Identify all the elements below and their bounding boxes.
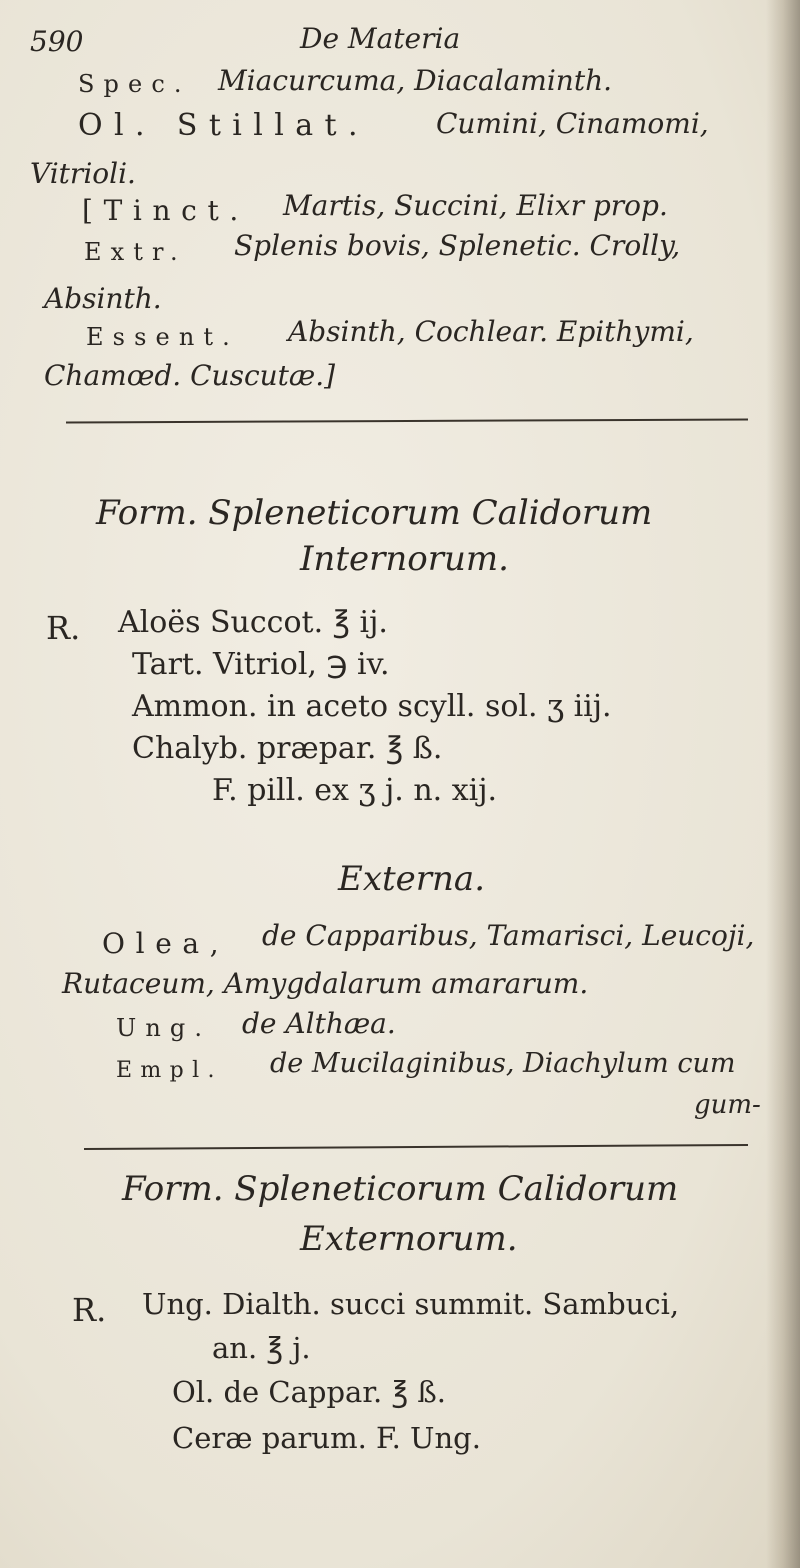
- tinct-label: [Tinct.: [82, 194, 249, 227]
- ol-stillat-label: Ol. Stillat.: [78, 108, 369, 143]
- ung-text: de Althæa.: [242, 1007, 396, 1040]
- spec-text: Miacurcuma, Diacalaminth.: [218, 64, 613, 97]
- recipe-line: Chalyb. præpar. ℥ ß.: [132, 731, 443, 766]
- empl-label: Empl.: [116, 1058, 223, 1083]
- recipe-line: Tart. Vitriol, ℈ iv.: [132, 647, 390, 682]
- tinct-text: Martis, Succini, Elixr prop.: [283, 189, 668, 222]
- recipe-line: F. pill. ex ʒ j. n. xij.: [212, 773, 498, 808]
- spec-label: Spec.: [78, 70, 191, 98]
- form-heading-line2: Externorum.: [300, 1219, 518, 1259]
- essent-text: Absinth, Cochlear. Epithymi,: [288, 315, 694, 348]
- recipe-line: an. ℥ j.: [212, 1331, 311, 1365]
- section-divider-2: [84, 1144, 748, 1150]
- ol-stillat-continuation: Vitrioli.: [30, 157, 136, 190]
- section-divider-1: [66, 419, 748, 424]
- form-heading-line1: Form. Spleneticorum Calidorum: [122, 1169, 679, 1209]
- extr-label: Extr.: [84, 238, 187, 266]
- recipe-line: Ceræ parum. F. Ung.: [172, 1421, 481, 1455]
- ung-label: Ung.: [116, 1014, 212, 1042]
- page-gutter-shadow: [766, 0, 800, 1568]
- essent-label: Essent.: [86, 323, 239, 351]
- olea-label: Olea,: [102, 927, 230, 960]
- extr-continuation: Absinth.: [44, 282, 162, 315]
- form-heading-line1: Form. Spleneticorum Calidorum: [96, 493, 653, 533]
- running-head: De Materia: [300, 22, 461, 55]
- recipe-symbol: R.: [46, 609, 81, 647]
- olea-text: de Capparibus, Tamarisci, Leucoji,: [262, 919, 755, 952]
- olea-continuation: Rutaceum, Amygdalarum amararum.: [62, 967, 589, 1000]
- recipe-line: Ol. de Cappar. ℥ ß.: [172, 1375, 446, 1409]
- recipe-line: Aloës Succot. ℥ ij.: [118, 605, 388, 640]
- ol-stillat-text: Cumini, Cinamomi,: [436, 107, 709, 140]
- extr-text: Splenis bovis, Splenetic. Crolly,: [234, 229, 681, 262]
- recipe-line: Ammon. in aceto scyll. sol. ʒ iij.: [132, 689, 612, 724]
- recipe-line: Ung. Dialth. succi summit. Sambuci,: [142, 1287, 680, 1321]
- recipe-symbol: R.: [72, 1291, 107, 1329]
- externa-heading: Externa.: [338, 859, 486, 899]
- page-number: 590: [30, 25, 84, 58]
- form-heading-line2: Internorum.: [300, 539, 509, 579]
- catchword: gum-: [694, 1090, 761, 1120]
- empl-text: de Mucilaginibus, Diachylum cum: [270, 1048, 736, 1079]
- essent-continuation: Chamœd. Cuscutæ.]: [44, 359, 336, 392]
